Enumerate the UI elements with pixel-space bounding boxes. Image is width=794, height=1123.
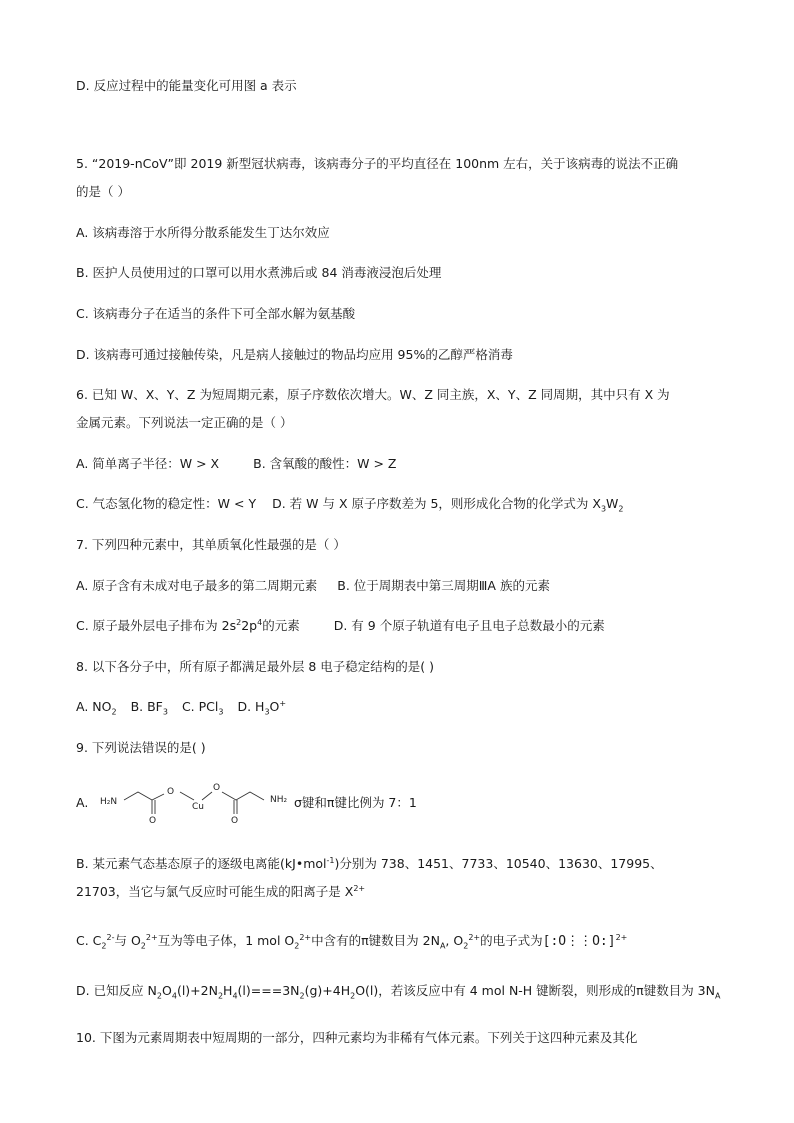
q6-option-a: A. 简单离子半径：W > X xyxy=(76,456,220,471)
text: 21703，当它与氯气反应时可能生成的阳离子是 X xyxy=(76,884,354,899)
text: , O xyxy=(445,933,464,948)
q7-options-ab xyxy=(76,578,550,594)
copper-label: Cu xyxy=(192,802,204,812)
q9-option-d xyxy=(76,983,720,999)
subscript: 2 xyxy=(140,941,146,951)
text: O(l)，若该反应中有 4 mol N-H 键断裂，则形成的π键数目为 3N xyxy=(355,983,715,998)
superscript: 2 xyxy=(236,617,242,627)
text: 2p xyxy=(241,618,258,633)
q8-option-d xyxy=(237,698,287,717)
subscript: 2 xyxy=(618,504,624,514)
text: A. xyxy=(76,795,89,810)
q10-stem xyxy=(76,1030,637,1046)
superscript: 2+ xyxy=(615,932,628,942)
q6-option-b: B. 含氧酸的酸性：W > Z xyxy=(253,456,397,471)
text: W xyxy=(606,496,619,511)
bond-left xyxy=(124,792,164,800)
subscript: 2 xyxy=(101,941,107,951)
q8-options xyxy=(76,699,286,715)
text: B. 医护人员使用过的口罩可以用水煮沸后或 84 消毒液浸泡后处理 xyxy=(76,265,442,280)
subscript: 3 xyxy=(162,707,168,717)
subscript: 2 xyxy=(156,991,162,1001)
subscript: 3 xyxy=(600,504,607,514)
superscript: -1 xyxy=(326,855,335,865)
q5-option-d xyxy=(76,347,513,363)
text: (l)+2N xyxy=(176,983,218,998)
text: D. 若 W 与 X 原子序数差为 5，则形成化合物的化学式为 X xyxy=(272,496,601,511)
glycine-copper-structure xyxy=(98,778,298,826)
q9-stem xyxy=(76,740,206,756)
subscript: A xyxy=(439,941,446,951)
superscript: + xyxy=(279,698,287,708)
lewis-structure: [:O⋮⋮O:] xyxy=(542,934,616,949)
text: B. BF xyxy=(130,699,163,714)
q9-option-a-label xyxy=(76,795,88,811)
text: 9. 下列说法错误的是( ) xyxy=(76,740,206,755)
q6-option-c: C. 气态氢化物的稳定性：W < Y xyxy=(76,496,257,511)
text: σ键和π键比例为 7：1 xyxy=(294,795,417,810)
q9-option-c xyxy=(76,933,627,950)
text: (g)+4H xyxy=(304,983,351,998)
q9-option-a-text xyxy=(294,795,417,811)
text: O xyxy=(162,983,172,998)
superscript: 2+ xyxy=(145,932,158,942)
q5-option-c xyxy=(76,306,355,322)
text: (l)===3N xyxy=(237,983,300,998)
q7-stem xyxy=(76,537,346,553)
q6-options-cd xyxy=(76,496,624,512)
text: C. 该病毒分子在适当的条件下可全部水解为氨基酸 xyxy=(76,306,356,321)
subscript: 2 xyxy=(294,941,300,951)
text: A. NO xyxy=(76,699,112,714)
q9-option-b-line2 xyxy=(76,884,365,900)
text: C. PCl xyxy=(181,699,219,714)
text: D. 已知反应 N xyxy=(76,983,157,998)
text: 的元素 xyxy=(262,618,300,633)
subscript: 2 xyxy=(217,991,224,1001)
nh2-label: NH₂ xyxy=(270,795,288,805)
oxygen-label: O xyxy=(213,783,221,793)
subscript: A xyxy=(714,991,721,1001)
subscript: 4 xyxy=(171,991,177,1001)
text: D. 该病毒可通过接触传染，凡是病人接触过的物品均应用 95%的乙醇严格消毒 xyxy=(76,347,513,362)
subscript: 2 xyxy=(111,707,117,717)
text: 6. 已知 W、X、Y、Z 为短周期元素，原子序数依次增大。W、Z 同主族，X、Y、Z 同周期，其中只有 X 为 xyxy=(76,387,670,402)
text: H xyxy=(223,983,233,998)
text: 10. 下图为元素周期表中短周期的一部分，四种元素均为非稀有气体元素。下列关于这四种元素及其化 xyxy=(76,1030,638,1045)
h2n-label: H₂N xyxy=(100,797,118,807)
text: C. C xyxy=(76,933,102,948)
text: 的电子式为 xyxy=(480,933,543,948)
superscript: 2+ xyxy=(299,932,312,942)
subscript: 4 xyxy=(232,991,238,1001)
subscript: 2 xyxy=(350,991,356,1001)
text: 8. 以下各分子中，所有原子都满足最外层 8 电子稳定结构的是( ) xyxy=(76,659,435,674)
superscript: 4 xyxy=(257,617,263,627)
text: A. 该病毒溶于水所得分散系能发生丁达尔效应 xyxy=(76,225,330,240)
superscript: 2+ xyxy=(353,883,366,893)
q8-option-b xyxy=(130,699,168,717)
q6-stem-line2 xyxy=(76,415,292,431)
q5-option-a xyxy=(76,225,330,241)
q4-option-d xyxy=(76,78,297,94)
q6-stem-line1 xyxy=(76,387,670,403)
text: 金属元素。下列说法一定正确的是（ ） xyxy=(76,415,293,430)
q7-option-b: B. 位于周期表中第三周期ⅢA 族的元素 xyxy=(337,578,550,593)
q5-stem-line1 xyxy=(76,156,678,172)
q7-option-c xyxy=(76,618,300,633)
subscript: 2 xyxy=(463,941,469,951)
q9-option-b-line1 xyxy=(76,856,663,872)
oxygen-label: O xyxy=(167,787,175,797)
text: )分别为 738、1451、7733、10540、13630、17995、 xyxy=(334,856,663,871)
q8-option-c xyxy=(181,699,224,717)
structure-drawing xyxy=(98,778,298,826)
text: C. 原子最外层电子排布为 2s xyxy=(76,618,237,633)
text: 7. 下列四种元素中，其单质氧化性最强的是（ ） xyxy=(76,537,346,552)
bond-o-cu xyxy=(180,792,194,800)
subscript: 3 xyxy=(218,707,224,717)
text: 中含有的π键数目为 2N xyxy=(311,933,440,948)
subscript: 2 xyxy=(299,991,305,1001)
q7-option-d: D. 有 9 个原子轨道有电子且电子总数最小的元素 xyxy=(333,618,605,633)
q6-options-ab xyxy=(76,456,397,472)
q5-option-b xyxy=(76,265,441,281)
text: 互为等电子体，1 mol O xyxy=(157,933,295,948)
text: 与 O xyxy=(114,933,141,948)
text: B. 某元素气态基态原子的逐级电离能(kJ•mol xyxy=(76,856,327,871)
subscript: 3 xyxy=(264,707,270,717)
text: D. H xyxy=(237,699,265,714)
oxygen-label: O xyxy=(149,816,157,826)
superscript: 2- xyxy=(106,932,115,942)
text: 5. “2019-nCoV”即 2019 新型冠状病毒，该病毒分子的平均直径在 100nm 左右，关于该病毒的说法不正确 xyxy=(76,156,679,171)
oxygen-label: O xyxy=(231,816,239,826)
q7-options-cd xyxy=(76,618,605,634)
q6-option-d xyxy=(272,496,624,514)
q8-option-a xyxy=(76,699,117,717)
q5-stem-line2 xyxy=(76,184,130,200)
text: 的是（ ） xyxy=(76,184,130,199)
bond-right xyxy=(222,792,264,800)
bond-cu-o xyxy=(202,792,212,800)
superscript: 2+ xyxy=(468,932,481,942)
q7-option-a: A. 原子含有未成对电子最多的第二周期元素 xyxy=(76,578,318,593)
text: D. 反应过程中的能量变化可用图 a 表示 xyxy=(76,78,297,93)
q8-stem xyxy=(76,659,434,675)
text: O xyxy=(269,699,280,714)
